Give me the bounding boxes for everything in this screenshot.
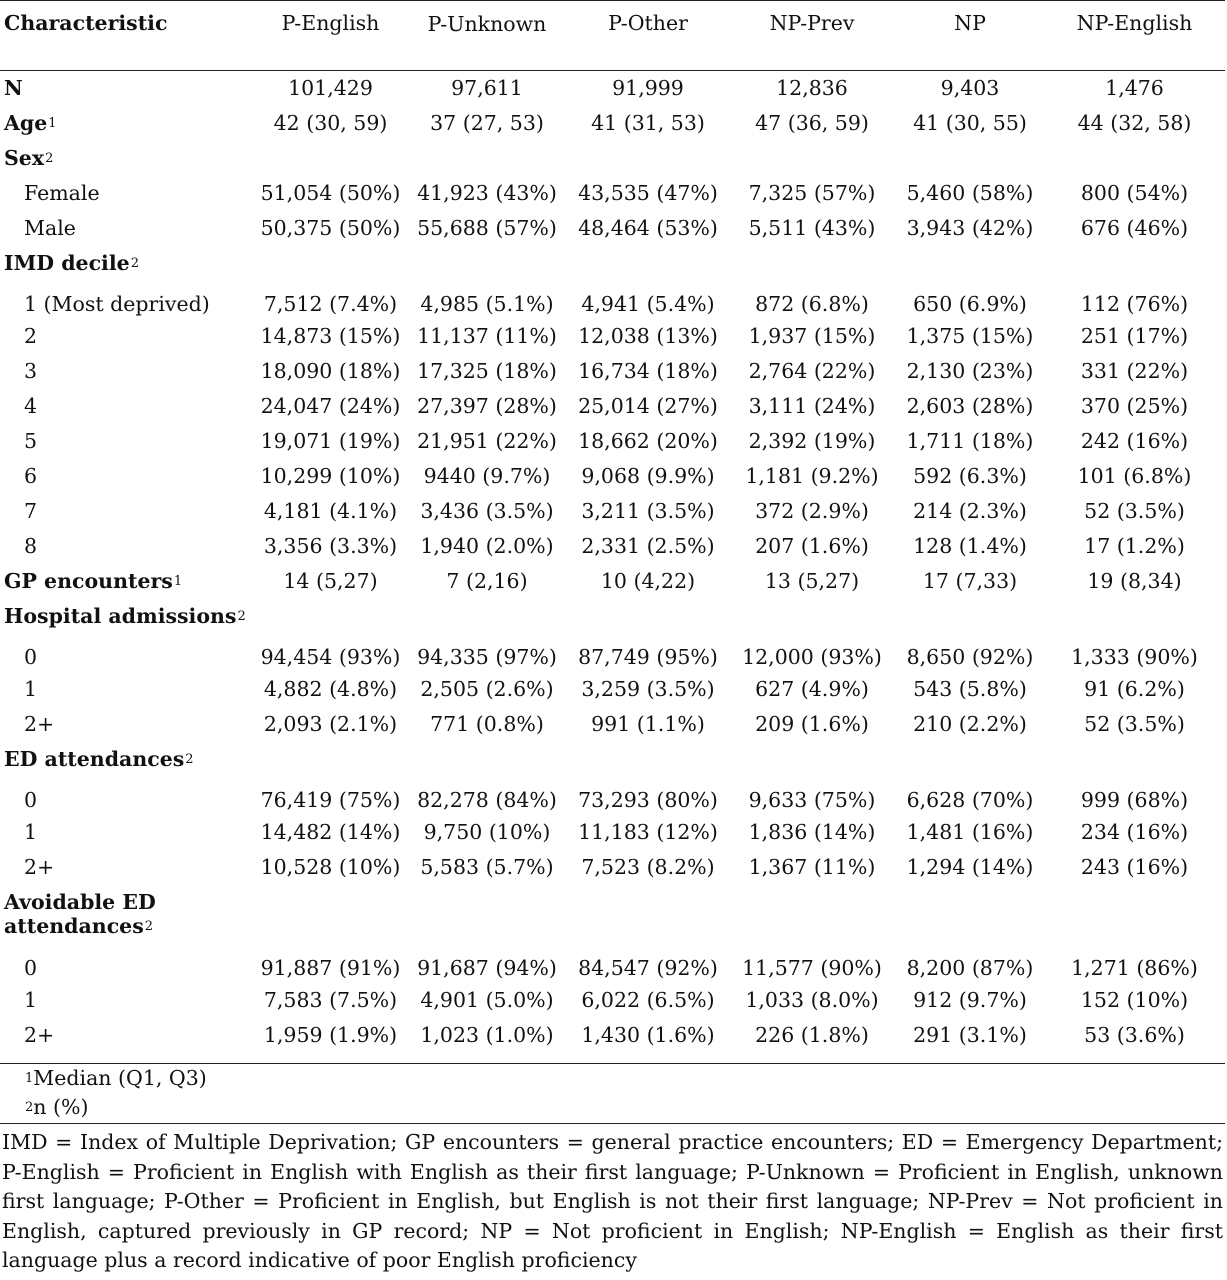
row-label <box>0 1018 255 1053</box>
row-label <box>0 529 255 564</box>
table-cell-p-other: 6,022 (6.5%) <box>581 987 715 1012</box>
table-cell-np-english: 19 (8,34) <box>1087 568 1182 593</box>
row-label <box>0 494 255 529</box>
table-cell-np-english: 800 (54%) <box>1080 180 1189 205</box>
table-cell-np: 5,460 (58%) <box>906 180 1034 205</box>
row-label <box>0 246 255 281</box>
row-label <box>0 281 255 319</box>
table-cell-p-unknown: 4,985 (5.1%) <box>420 291 554 316</box>
table-cell-np-english: 112 (76%) <box>1080 291 1189 316</box>
table-cell-np: 8,200 (87%) <box>906 955 1034 980</box>
row-label-text: N <box>4 76 23 100</box>
column-header-np: NP <box>954 11 986 35</box>
table-cell-p-other: 73,293 (80%) <box>578 787 718 812</box>
row-label <box>0 459 255 494</box>
table-row <box>0 564 1225 599</box>
row-label <box>0 211 255 246</box>
table-cell-p-english: 42 (30, 59) <box>273 110 388 135</box>
row-label <box>0 634 255 672</box>
footnote-marker: 1 <box>48 115 57 131</box>
table-row <box>0 354 1225 389</box>
table-cell-p-unknown: 9,750 (10%) <box>423 819 551 844</box>
table-row <box>0 494 1225 529</box>
table-cell-np-prev: 7,325 (57%) <box>748 180 876 205</box>
table-cell-np-prev: 1,033 (8.0%) <box>745 987 879 1012</box>
table-cell-p-english: 10,299 (10%) <box>260 463 401 488</box>
table-cell-np: 912 (9.7%) <box>913 987 1027 1012</box>
row-label <box>0 983 255 1018</box>
row-label <box>0 885 255 945</box>
table-cell-np-prev: 209 (1.6%) <box>755 711 869 736</box>
row-label-text: Avoidable ED <box>4 889 156 914</box>
table-cell-np: 592 (6.3%) <box>913 463 1027 488</box>
table-cell-np-prev: 207 (1.6%) <box>755 533 869 558</box>
empty-cell <box>255 141 1225 176</box>
table-cell-np-prev: 47 (36, 59) <box>755 110 869 135</box>
footnote-2 <box>0 1093 1225 1122</box>
row-label-text: 8 <box>24 533 38 558</box>
table-cell-p-other: 9,068 (9.9%) <box>581 463 715 488</box>
table-body <box>0 71 1225 1053</box>
empty-cell <box>255 885 1225 945</box>
row-label-text: Hospital admissions <box>4 603 237 628</box>
table-cell-p-unknown: 1,023 (1.0%) <box>420 1022 554 1047</box>
table-cell-p-other: 43,535 (47%) <box>578 180 718 205</box>
table-cell-np-prev: 1,836 (14%) <box>748 819 876 844</box>
footnote-1 <box>0 1064 1225 1093</box>
table-cell-p-other: 25,014 (27%) <box>578 393 718 418</box>
table-cell-np: 8,650 (92%) <box>906 644 1034 669</box>
table-cell-p-unknown: 41,923 (43%) <box>417 180 557 205</box>
table-cell-np: 17 (7,33) <box>922 568 1018 593</box>
table-cell-p-other: 12,038 (13%) <box>578 323 718 348</box>
footnote-1-marker: 1 <box>25 1071 34 1086</box>
table-cell-np-english: 91 (6.2%) <box>1084 676 1185 701</box>
table-row <box>0 319 1225 354</box>
table-cell-p-other: 4,941 (5.4%) <box>581 291 715 316</box>
row-label-text: 0 <box>24 787 38 812</box>
table-row <box>0 850 1225 885</box>
table-cell-np-prev: 2,764 (22%) <box>748 358 876 383</box>
table-row <box>0 634 1225 672</box>
table-cell-p-other: 91,999 <box>612 76 684 100</box>
table-cell-p-unknown: 94,335 (97%) <box>417 644 557 669</box>
table-cell-np: 2,603 (28%) <box>906 393 1034 418</box>
row-label <box>0 742 255 777</box>
table-cell-np-prev: 627 (4.9%) <box>755 676 869 701</box>
row-label <box>0 424 255 459</box>
row-label-text: 5 <box>24 428 38 453</box>
table-cell-p-unknown: 771 (0.8%) <box>430 711 544 736</box>
row-label-text: Male <box>24 215 76 240</box>
table-cell-p-english: 3,356 (3.3%) <box>263 533 398 558</box>
table-cell-p-unknown: 91,687 (94%) <box>417 955 557 980</box>
table-row <box>0 983 1225 1018</box>
table-cell-np-english: 53 (3.6%) <box>1084 1022 1185 1047</box>
row-label-text: 2+ <box>24 1022 55 1047</box>
table-cell-p-english: 50,375 (50%) <box>260 215 401 240</box>
row-label <box>0 354 255 389</box>
table-cell-p-other: 1,430 (1.6%) <box>581 1022 715 1047</box>
row-label <box>0 672 255 707</box>
table-cell-np-prev: 2,392 (19%) <box>748 428 876 453</box>
table-cell-np: 543 (5.8%) <box>913 676 1027 701</box>
table-cell-p-other: 87,749 (95%) <box>578 644 718 669</box>
table-cell-np-english: 152 (10%) <box>1080 987 1189 1012</box>
table-row <box>0 1018 1225 1053</box>
table-cell-np-english: 251 (17%) <box>1080 323 1189 348</box>
row-label-text: 4 <box>24 393 38 418</box>
row-label-text: 6 <box>24 463 38 488</box>
table-cell-np-english: 242 (16%) <box>1080 428 1189 453</box>
row-label-text: Female <box>24 180 100 205</box>
table-cell-np: 214 (2.3%) <box>913 498 1027 523</box>
footnote-marker: 2 <box>144 918 154 934</box>
table-row <box>0 777 1225 815</box>
table-cell-p-english: 2,093 (2.1%) <box>263 711 398 736</box>
table-cell-p-english: 19,071 (19%) <box>260 428 401 453</box>
table-cell-p-english: 101,429 <box>288 76 373 100</box>
table-cell-np: 650 (6.9%) <box>913 291 1027 316</box>
table-cell-p-other: 10 (4,22) <box>600 568 696 593</box>
table-cell-np-prev: 11,577 (90%) <box>742 955 882 980</box>
table-cell-np-english: 17 (1.2%) <box>1084 533 1185 558</box>
row-label <box>0 319 255 354</box>
column-header-characteristic: Characteristic <box>4 11 168 35</box>
footnote-marker: 2 <box>237 608 246 624</box>
table-cell-p-english: 91,887 (91%) <box>260 955 401 980</box>
table-row <box>0 281 1225 319</box>
row-label-text: Age <box>4 110 48 135</box>
table-cell-p-unknown: 55,688 (57%) <box>417 215 557 240</box>
table-row <box>0 106 1225 141</box>
footnote-1-text: Median (Q1, Q3) <box>33 1066 207 1090</box>
table-cell-np-english: 243 (16%) <box>1080 854 1189 879</box>
table-cell-p-other: 11,183 (12%) <box>578 819 718 844</box>
table-row <box>0 599 1225 634</box>
table-cell-p-other: 7,523 (8.2%) <box>581 854 715 879</box>
footnote-marker: 2 <box>185 751 194 767</box>
table-footer <box>0 1063 1225 1276</box>
table-cell-p-english: 24,047 (24%) <box>260 393 401 418</box>
table-row <box>0 211 1225 246</box>
column-header-np-english: NP-English <box>1076 11 1193 35</box>
table-cell-np-english: 370 (25%) <box>1080 393 1189 418</box>
table-cell-p-english: 14 (5,27) <box>283 568 378 593</box>
table-cell-np: 3,943 (42%) <box>906 215 1034 240</box>
table-cell-np: 1,481 (16%) <box>906 819 1034 844</box>
table-cell-p-unknown: 82,278 (84%) <box>417 787 557 812</box>
table-cell-np: 41 (30, 55) <box>913 110 1027 135</box>
abbreviations-note: IMD = Index of Multiple Deprivation; GP encounters = general practice encounters; ED = Emergency Department; P-English = Proficient in English with English as their first language; P-Unknown = Proficient in English, unknown first language; P-Other = Proficient in English, but English is not their first language; NP-Prev = Not proficient in English, captured previously in GP record; NP = Not proficient in English; NP-English = English as their first language plus a record indicative of poor English proficiency <box>2 1130 1223 1272</box>
row-label-text-line2: attendances <box>4 913 144 938</box>
table-cell-p-unknown: 3,436 (3.5%) <box>420 498 554 523</box>
table-cell-np-english: 1,333 (90%) <box>1071 644 1198 669</box>
row-label <box>0 564 255 599</box>
table-cell-p-other: 18,662 (20%) <box>578 428 718 453</box>
table-cell-p-other: 41 (31, 53) <box>591 110 705 135</box>
row-label <box>0 815 255 850</box>
table-header <box>0 1 1225 71</box>
table-cell-p-english: 1,959 (1.9%) <box>263 1022 398 1047</box>
table-cell-p-english: 14,482 (14%) <box>260 819 401 844</box>
row-label <box>0 777 255 815</box>
empty-cell <box>255 599 1225 634</box>
table-cell-p-english: 14,873 (15%) <box>260 323 401 348</box>
table-cell-np-english: 1,476 <box>1105 76 1164 100</box>
table-cell-p-other: 48,464 (53%) <box>578 215 718 240</box>
table-row <box>0 459 1225 494</box>
footnote-2-text: n (%) <box>33 1095 89 1119</box>
table-cell-p-english: 76,419 (75%) <box>260 787 401 812</box>
row-label-text: 1 <box>24 676 38 701</box>
table-cell-np: 1,375 (15%) <box>906 323 1034 348</box>
row-label <box>0 141 255 176</box>
table-cell-p-unknown: 21,951 (22%) <box>417 428 557 453</box>
row-label <box>0 106 255 141</box>
table-cell-p-unknown: 17,325 (18%) <box>417 358 557 383</box>
table-cell-p-other: 3,211 (3.5%) <box>581 498 715 523</box>
table-cell-np-english: 101 (6.8%) <box>1077 463 1192 488</box>
table-row <box>0 71 1225 106</box>
row-label-text: 1 (Most deprived) <box>24 291 210 316</box>
table-cell-np-prev: 3,111 (24%) <box>748 393 876 418</box>
row-label-text: 1 <box>24 819 38 844</box>
table-cell-p-english: 4,181 (4.1%) <box>263 498 398 523</box>
table-cell-np-prev: 1,367 (11%) <box>748 854 876 879</box>
table-cell-p-other: 3,259 (3.5%) <box>581 676 715 701</box>
table-cell-p-english: 51,054 (50%) <box>260 180 401 205</box>
table-cell-np-prev: 13 (5,27) <box>764 568 860 593</box>
table-cell-np: 210 (2.2%) <box>913 711 1027 736</box>
table-cell-p-unknown: 9440 (9.7%) <box>423 463 551 488</box>
row-label <box>0 71 255 106</box>
table-row <box>0 672 1225 707</box>
table-cell-p-unknown: 7 (2,16) <box>446 568 528 593</box>
row-label <box>0 945 255 983</box>
table-cell-np-english: 999 (68%) <box>1080 787 1189 812</box>
row-label-text: IMD decile <box>4 250 130 275</box>
table-cell-np-prev: 372 (2.9%) <box>755 498 869 523</box>
row-label-text: 1 <box>24 987 38 1012</box>
table-cell-np-english: 52 (3.5%) <box>1084 711 1185 736</box>
footnote-marker: 1 <box>173 573 183 589</box>
table-row <box>0 141 1225 176</box>
table-cell-np: 291 (3.1%) <box>913 1022 1027 1047</box>
footnote-marker: 2 <box>45 150 54 166</box>
table-cell-np-prev: 12,836 <box>776 76 848 100</box>
row-label <box>0 176 255 211</box>
table-cell-np-english: 44 (32, 58) <box>1077 110 1192 135</box>
table-cell-p-english: 7,512 (7.4%) <box>263 291 398 316</box>
table-cell-np: 128 (1.4%) <box>913 533 1027 558</box>
row-label-text: 2+ <box>24 711 55 736</box>
table-row <box>0 529 1225 564</box>
table-cell-np-english: 1,271 (86%) <box>1071 955 1198 980</box>
table-row <box>0 424 1225 459</box>
table-cell-p-unknown: 37 (27, 53) <box>430 110 544 135</box>
table-cell-np-prev: 226 (1.8%) <box>755 1022 869 1047</box>
table-cell-p-unknown: 97,611 <box>451 76 523 100</box>
table-cell-np: 1,711 (18%) <box>906 428 1034 453</box>
row-label-text: ED attendances <box>4 746 185 771</box>
row-label-text: 0 <box>24 644 38 669</box>
table-cell-p-english: 4,882 (4.8%) <box>263 676 398 701</box>
table-row <box>0 176 1225 211</box>
table-cell-p-unknown: 4,901 (5.0%) <box>420 987 554 1012</box>
table-cell-np: 6,628 (70%) <box>906 787 1034 812</box>
column-header-p-unknown: P-Unknown <box>427 12 547 36</box>
table-cell-np-english: 52 (3.5%) <box>1084 498 1185 523</box>
table-cell-np-prev: 1,181 (9.2%) <box>745 463 879 488</box>
table-cell-p-unknown: 2,505 (2.6%) <box>420 676 554 701</box>
table-row <box>0 815 1225 850</box>
table-cell-p-unknown: 11,137 (11%) <box>417 323 557 348</box>
table-cell-p-english: 94,454 (93%) <box>260 644 401 669</box>
row-label-text: 7 <box>24 498 38 523</box>
table-cell-p-other: 2,331 (2.5%) <box>581 533 715 558</box>
footnote-2-marker: 2 <box>25 1100 34 1115</box>
table-cell-np-english: 234 (16%) <box>1080 819 1189 844</box>
row-label <box>0 599 255 634</box>
column-header-np-prev: NP-Prev <box>769 11 855 35</box>
empty-cell <box>255 742 1225 777</box>
table-row <box>0 885 1225 945</box>
table-cell-np-prev: 9,633 (75%) <box>748 787 876 812</box>
footnote-marker: 2 <box>130 255 139 271</box>
table-cell-p-english: 18,090 (18%) <box>260 358 401 383</box>
table-cell-np-prev: 5,511 (43%) <box>748 215 876 240</box>
row-label-text: 3 <box>24 358 38 383</box>
row-label-text: Sex <box>4 145 45 170</box>
table-cell-np-prev: 1,937 (15%) <box>748 323 876 348</box>
table-cell-np: 9,403 <box>940 76 1000 100</box>
column-header-p-other: P-Other <box>608 11 688 35</box>
table-cell-p-other: 991 (1.1%) <box>591 711 705 736</box>
row-label-text: 0 <box>24 955 38 980</box>
table-cell-p-unknown: 27,397 (28%) <box>417 393 557 418</box>
table-cell-p-english: 10,528 (10%) <box>260 854 401 879</box>
table-cell-p-unknown: 1,940 (2.0%) <box>420 533 554 558</box>
table-row <box>0 246 1225 281</box>
table-cell-p-english: 7,583 (7.5%) <box>263 987 398 1012</box>
row-label-text: GP encounters <box>4 568 173 593</box>
table-cell-np-prev: 872 (6.8%) <box>755 291 869 316</box>
row-label <box>0 707 255 742</box>
table-row <box>0 742 1225 777</box>
table-row <box>0 707 1225 742</box>
table-cell-np-english: 676 (46%) <box>1080 215 1189 240</box>
table-cell-np: 1,294 (14%) <box>906 854 1034 879</box>
table-cell-np-prev: 12,000 (93%) <box>742 644 882 669</box>
table-cell-np-english: 331 (22%) <box>1080 358 1189 383</box>
table-cell-np: 2,130 (23%) <box>906 358 1034 383</box>
table-cell-p-unknown: 5,583 (5.7%) <box>420 854 554 879</box>
table-cell-p-other: 16,734 (18%) <box>578 358 718 383</box>
row-label <box>0 850 255 885</box>
row-label <box>0 389 255 424</box>
row-label-text: 2+ <box>24 854 55 879</box>
row-label-text: 2 <box>24 323 38 348</box>
column-header-p-english: P-English <box>281 11 380 35</box>
table-row <box>0 945 1225 983</box>
table-row <box>0 389 1225 424</box>
empty-cell <box>255 246 1225 281</box>
table-cell-p-other: 84,547 (92%) <box>578 955 718 980</box>
